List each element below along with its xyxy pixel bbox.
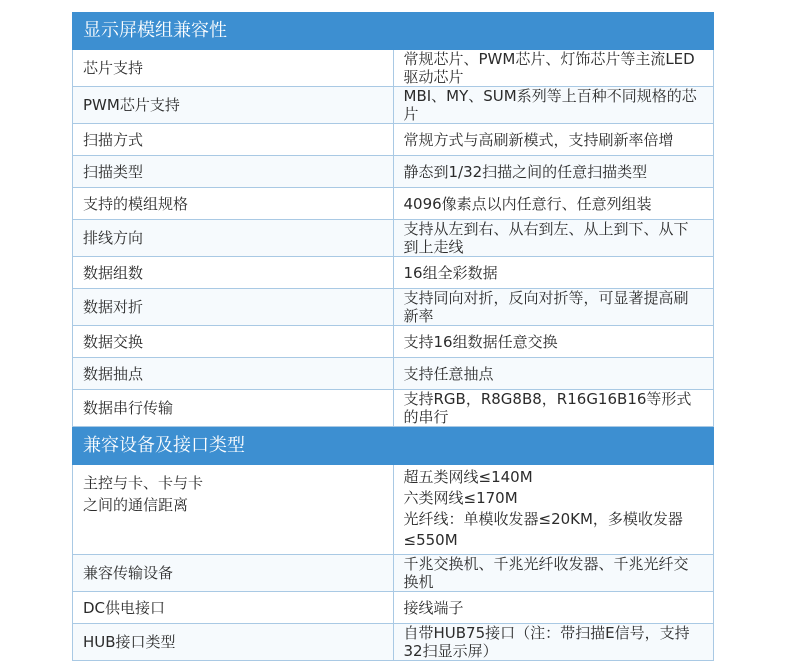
- table-row: [73, 289, 714, 326]
- row-label-line: 主控与卡、卡与卡: [83, 474, 204, 492]
- row-label: 扫描方式: [73, 124, 394, 156]
- table-title: 显示屏模组兼容性: [73, 13, 714, 50]
- row-value: 常规芯片、PWM芯片、灯饰芯片等主流LED驱动芯片: [393, 50, 714, 87]
- row-label: 数据对折: [73, 289, 394, 326]
- row-label: [73, 465, 394, 555]
- row-value: 常规方式与高刷新模式，支持刷新率倍增: [393, 124, 714, 156]
- row-value-line: 超五类网线≤140M: [403, 468, 533, 486]
- row-value: 自带HUB75接口（注：带扫描E信号，支持32扫显示屏）: [393, 624, 714, 661]
- row-value: 支持任意抽点: [393, 358, 714, 390]
- compat-devices-table: [72, 427, 714, 661]
- table-row: [73, 592, 714, 624]
- row-value: 静态到1/32扫描之间的任意扫描类型: [393, 156, 714, 188]
- row-value-line: 光纤线：单模收发器≤20KM，多模收发器≤550M: [403, 510, 683, 549]
- table-row: [73, 87, 714, 124]
- row-label: 扫描类型: [73, 156, 394, 188]
- row-value: 支持同向对折，反向对折等，可显著提高刷新率: [393, 289, 714, 326]
- table-row: [73, 326, 714, 358]
- table-row: [73, 257, 714, 289]
- table-header: [73, 428, 714, 465]
- row-value: 接线端子: [393, 592, 714, 624]
- row-label: 数据组数: [73, 257, 394, 289]
- row-label: HUB接口类型: [73, 624, 394, 661]
- table-row: [73, 220, 714, 257]
- table-row: [73, 358, 714, 390]
- row-label: 数据交换: [73, 326, 394, 358]
- row-label: 芯片支持: [73, 50, 394, 87]
- row-value: 支持RGB，R8G8B8，R16G16B16等形式的串行: [393, 390, 714, 427]
- table-row: [73, 465, 714, 555]
- row-value-line: 六类网线≤170M: [403, 489, 518, 507]
- table-row: [73, 188, 714, 220]
- row-label: 数据串行传输: [73, 390, 394, 427]
- table-row: [73, 624, 714, 661]
- row-label: 兼容传输设备: [73, 555, 394, 592]
- row-label-line: 之间的通信距离: [83, 496, 189, 514]
- table-row: [73, 156, 714, 188]
- row-value: MBI、MY、SUM系列等上百种不同规格的芯片: [393, 87, 714, 124]
- row-label: 排线方向: [73, 220, 394, 257]
- row-value: 4096像素点以内任意行、任意列组装: [393, 188, 714, 220]
- row-value: 支持16组数据任意交换: [393, 326, 714, 358]
- row-value: [393, 465, 714, 555]
- row-label: DC供电接口: [73, 592, 394, 624]
- table-header: [73, 13, 714, 50]
- row-label: 支持的模组规格: [73, 188, 394, 220]
- table-row: [73, 555, 714, 592]
- table-row: [73, 124, 714, 156]
- row-label: 数据抽点: [73, 358, 394, 390]
- table-row: [73, 50, 714, 87]
- row-value: 支持从左到右、从右到左、从上到下、从下到上走线: [393, 220, 714, 257]
- row-value: 千兆交换机、千兆光纤收发器、千兆光纤交换机: [393, 555, 714, 592]
- row-label: PWM芯片支持: [73, 87, 394, 124]
- table-row: [73, 390, 714, 427]
- display-module-compat-table: [72, 12, 714, 427]
- table-title: 兼容设备及接口类型: [73, 428, 714, 465]
- row-value: 16组全彩数据: [393, 257, 714, 289]
